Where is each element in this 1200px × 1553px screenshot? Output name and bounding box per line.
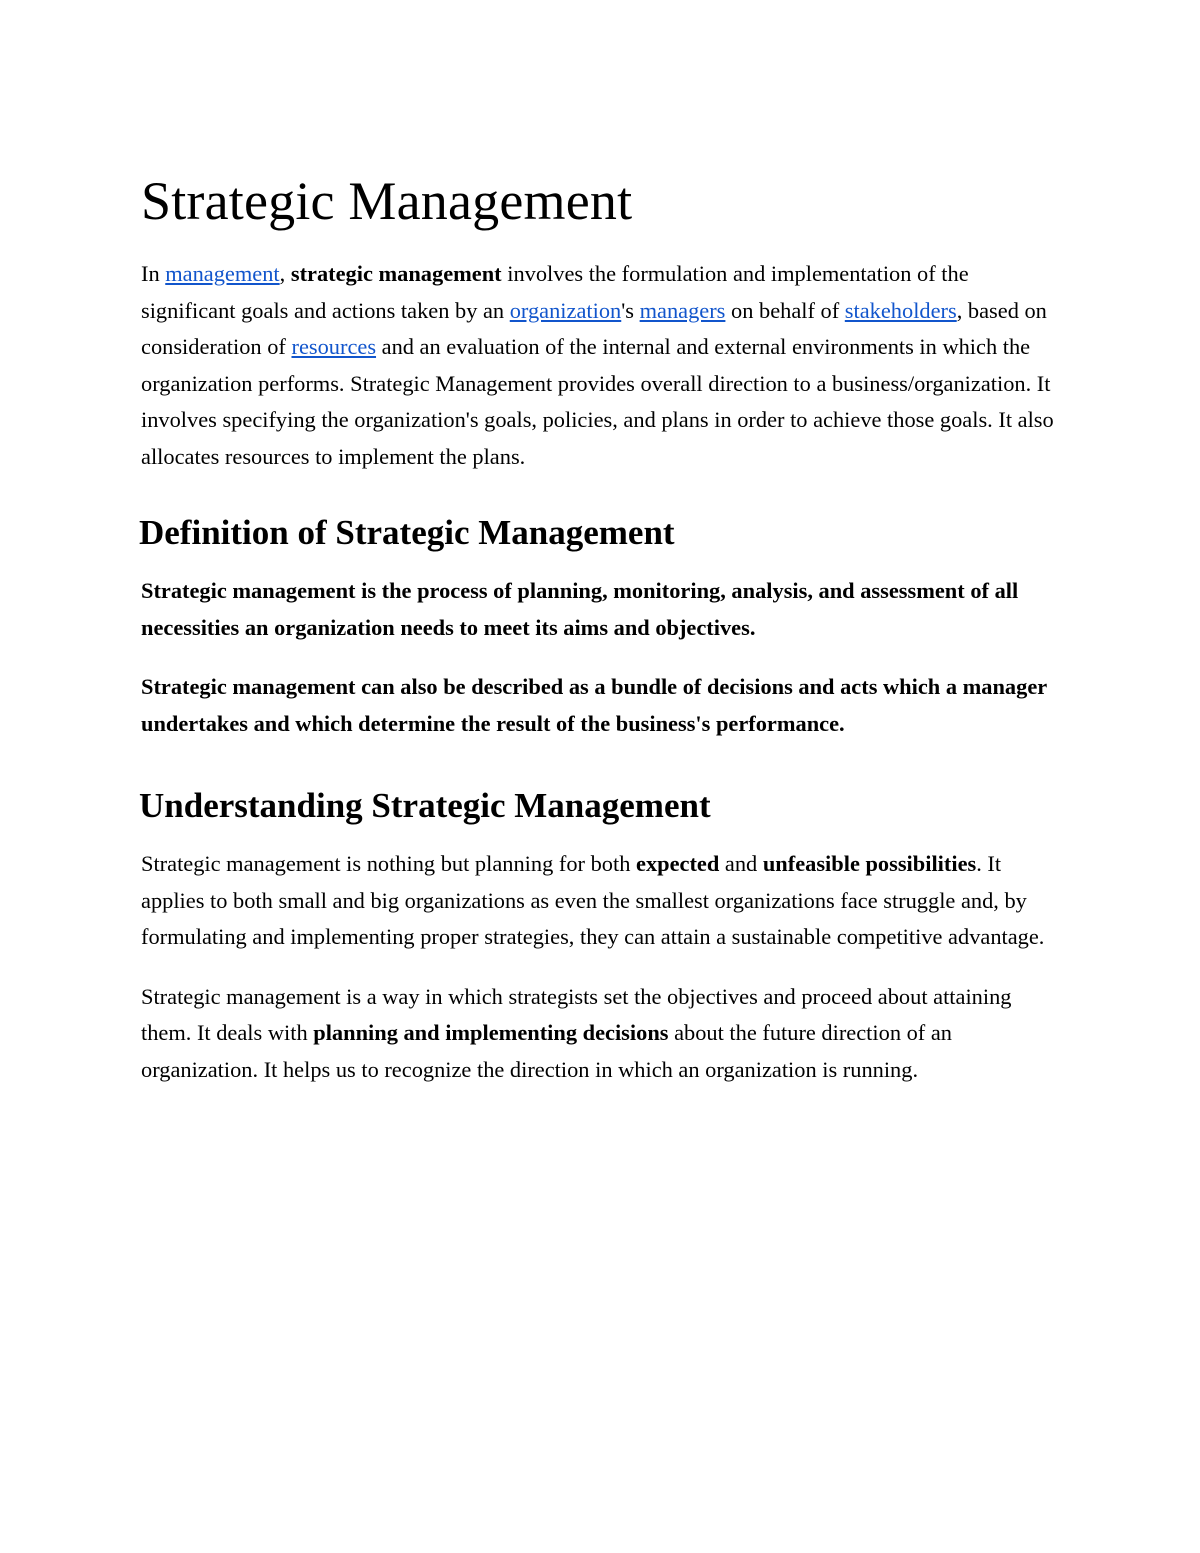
understanding-paragraph-2 (141, 979, 1056, 1089)
definition-heading: Definition of Strategic Management (139, 513, 675, 552)
understanding-section (141, 782, 1056, 1088)
paragraph-text: and (719, 851, 763, 876)
intro-text: , (279, 261, 291, 286)
paragraph-text: . It applies to both small and big organizations as even the smallest organizations face struggle and, by formulating and implementing proper strategies, they can attain a sustainable competitive advantage. (141, 851, 1045, 949)
document-page (141, 160, 1056, 1088)
intro-text: , based on consideration of (141, 297, 1047, 359)
intro-text: In (141, 261, 166, 286)
bold-term-unfeasible: unfeasible possibilities (762, 851, 977, 876)
intro-text: and an evaluation of the internal and external environments in which the organization performs. Strategic Management provides overall direction to a business/organization. It involves specifying the organization's goals, policies, and plans in order to achieve those goals. It also allocates resources to implement the plans. (141, 334, 1054, 469)
intro-paragraph (141, 256, 1056, 475)
bold-term-expected: expected (636, 851, 720, 876)
intro-bold-term: strategic management (290, 261, 502, 286)
link-resources[interactable]: resources (291, 334, 377, 359)
definition-section (141, 509, 1056, 742)
intro-text: on behalf of (725, 297, 845, 323)
paragraph-text: Strategic management is nothing but planning for both (141, 851, 636, 876)
bold-term-planning: planning and implementing decisions (313, 1020, 669, 1045)
link-managers[interactable]: managers (639, 297, 726, 323)
link-stakeholders[interactable]: stakeholders (844, 297, 957, 323)
understanding-paragraph-1 (141, 846, 1056, 956)
understanding-heading: Understanding Strategic Management (139, 786, 711, 825)
definition-paragraph-1: Strategic management is the process of planning, monitoring, analysis, and assessment of all necessities an organization needs to meet its aims and objectives. (141, 578, 1019, 640)
paragraph-text: about the future direction of an organization. It helps us to recognize the direction in which an organization is running. (141, 1020, 952, 1082)
paragraph-text: Strategic management is a way in which strategists set the objectives and proceed about attaining them. It deals with (141, 983, 1012, 1045)
link-management[interactable]: management (165, 261, 280, 286)
link-organization[interactable]: organization (509, 297, 622, 323)
intro-text: involves the formulation and implementation of the significant goals and actions taken by an (141, 261, 969, 323)
document-title: Strategic Management (141, 171, 633, 231)
intro-text: 's (621, 297, 640, 323)
definition-paragraph-2: Strategic management can also be described as a bundle of decisions and acts which a manager undertakes and which determine the result of the business's performance. (141, 674, 1047, 736)
